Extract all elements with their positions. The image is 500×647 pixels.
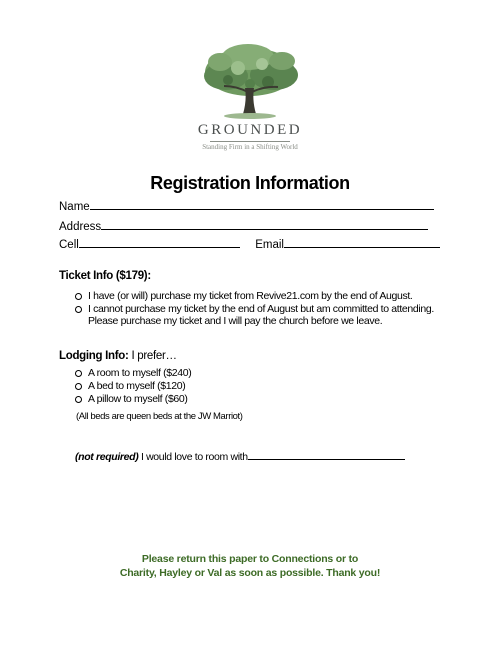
name-label: Name [59, 201, 90, 213]
footer-line-1: Please return this paper to Connections or to [141, 553, 359, 565]
roommate-field[interactable] [248, 448, 405, 460]
address-field[interactable] [101, 218, 428, 230]
contact-line [59, 236, 440, 251]
radio-circle-icon[interactable] [75, 293, 82, 300]
cell-field[interactable] [79, 236, 240, 248]
footer-line-2: Charity, Hayley or Val as soon as possible. Thank you! [119, 567, 381, 579]
page-title: Registration Information [150, 173, 350, 193]
radio-circle-icon[interactable] [75, 396, 82, 403]
radio-circle-icon[interactable] [75, 306, 82, 313]
brand-name: GROUNDED [197, 122, 303, 138]
oak-tree-icon [198, 42, 302, 122]
not-required-label: (not required) [75, 451, 139, 463]
lodging-option-bed[interactable]: A bed to myself ($120) [75, 380, 375, 392]
lodging-option-room[interactable]: A room to myself ($240) [75, 367, 375, 379]
name-line [59, 198, 434, 213]
ticket-option-church-pays[interactable]: I cannot purchase my ticket by the end of August but am committed to attending. Please purchase my ticket and I will pay the church before we leave. [75, 303, 455, 327]
cell-label: Cell [59, 239, 79, 251]
email-field[interactable] [284, 236, 440, 248]
ticket-heading: Ticket Info ($179): [59, 270, 151, 282]
lodging-subheading: I prefer… [131, 350, 177, 362]
name-field[interactable] [90, 198, 434, 210]
lodging-heading: Lodging Info: I prefer… [59, 350, 177, 362]
radio-circle-icon[interactable] [75, 383, 82, 390]
radio-circle-icon[interactable] [75, 370, 82, 377]
ticket-option-purchase[interactable]: I have (or will) purchase my ticket from Revive21.com by the end of August. [75, 290, 455, 302]
roommate-text: I would love to room with [140, 451, 248, 463]
address-label: Address [59, 221, 102, 233]
brand-tagline: Standing Firm in a Shifting World [202, 143, 298, 151]
address-line [59, 218, 428, 233]
email-label: Email [255, 239, 284, 251]
roommate-line [75, 448, 405, 463]
lodging-option-pillow[interactable]: A pillow to myself ($60) [75, 393, 375, 405]
grounded-logo [185, 42, 315, 158]
brand-divider [210, 141, 290, 142]
lodging-note: (All beds are queen beds at the JW Marriot) [76, 411, 243, 422]
